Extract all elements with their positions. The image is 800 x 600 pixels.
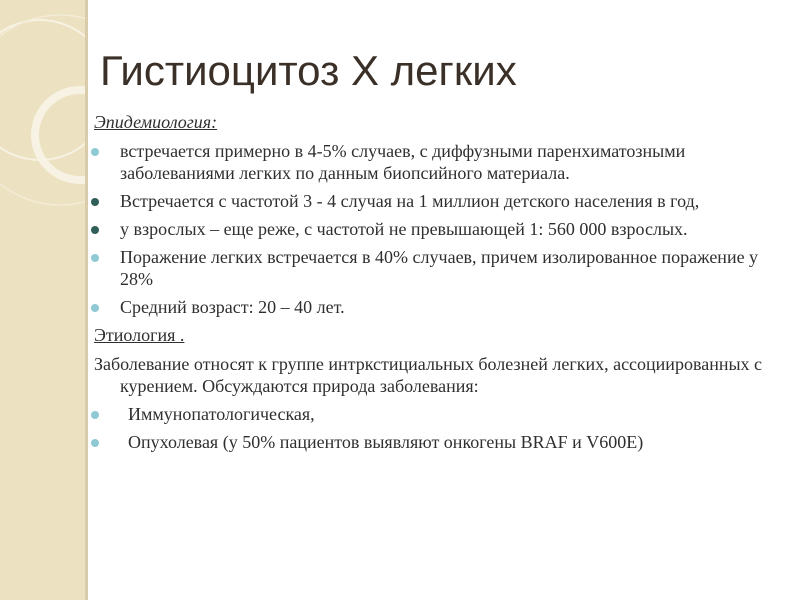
epidemiology-heading: Эпидемиология: bbox=[94, 112, 218, 132]
bullet-icon bbox=[91, 411, 99, 419]
etiology-paragraph: Заболевание относят к группе интркстициальных болезней легких, ассоциированных с курением. Обсуждаются природа заболевания: bbox=[94, 354, 763, 396]
list-item bbox=[94, 218, 784, 240]
list-item bbox=[94, 190, 784, 212]
slide-title: Гистиоцитоз Х легких bbox=[100, 47, 517, 94]
list-item-text: Встречается с частотой 3 - 4 случая на 1 миллион детского населения в год, bbox=[120, 191, 700, 211]
list-item bbox=[94, 403, 784, 425]
decorative-circles-icon bbox=[0, 0, 88, 600]
bullet-icon bbox=[91, 439, 99, 447]
bullet-icon bbox=[91, 226, 99, 234]
list-item bbox=[94, 296, 784, 318]
bullet-icon bbox=[91, 148, 99, 156]
decorative-sidebar bbox=[0, 0, 88, 600]
etiology-heading: Этиология . bbox=[94, 325, 185, 345]
sidebar-edge bbox=[85, 0, 88, 600]
list-item bbox=[94, 431, 784, 453]
list-item-text: Иммунопатологическая, bbox=[128, 404, 315, 424]
bullet-icon bbox=[91, 254, 99, 262]
list-item bbox=[94, 246, 784, 290]
list-item bbox=[94, 140, 784, 184]
list-item-text: Опухолевая (у 50% пациентов выявляют онкогены BRAF и V600E) bbox=[128, 432, 644, 452]
list-item-text: Средний возраст: 20 – 40 лет. bbox=[120, 297, 345, 317]
list-item-text: Поражение легких встречается в 40% случаев, причем изолированное поражение у 28% bbox=[120, 247, 759, 289]
bullet-icon bbox=[91, 198, 99, 206]
bullet-icon bbox=[91, 304, 99, 312]
slide-content bbox=[94, 111, 784, 459]
list-item-text: встречается примерно в 4-5% случаев, с диффузными паренхиматозными заболеваниями легких по данным биопсийного материала. bbox=[120, 141, 686, 183]
list-item-text: у взрослых – еще реже, с частотой не превышающей 1: 560 000 взрослых. bbox=[120, 219, 688, 239]
